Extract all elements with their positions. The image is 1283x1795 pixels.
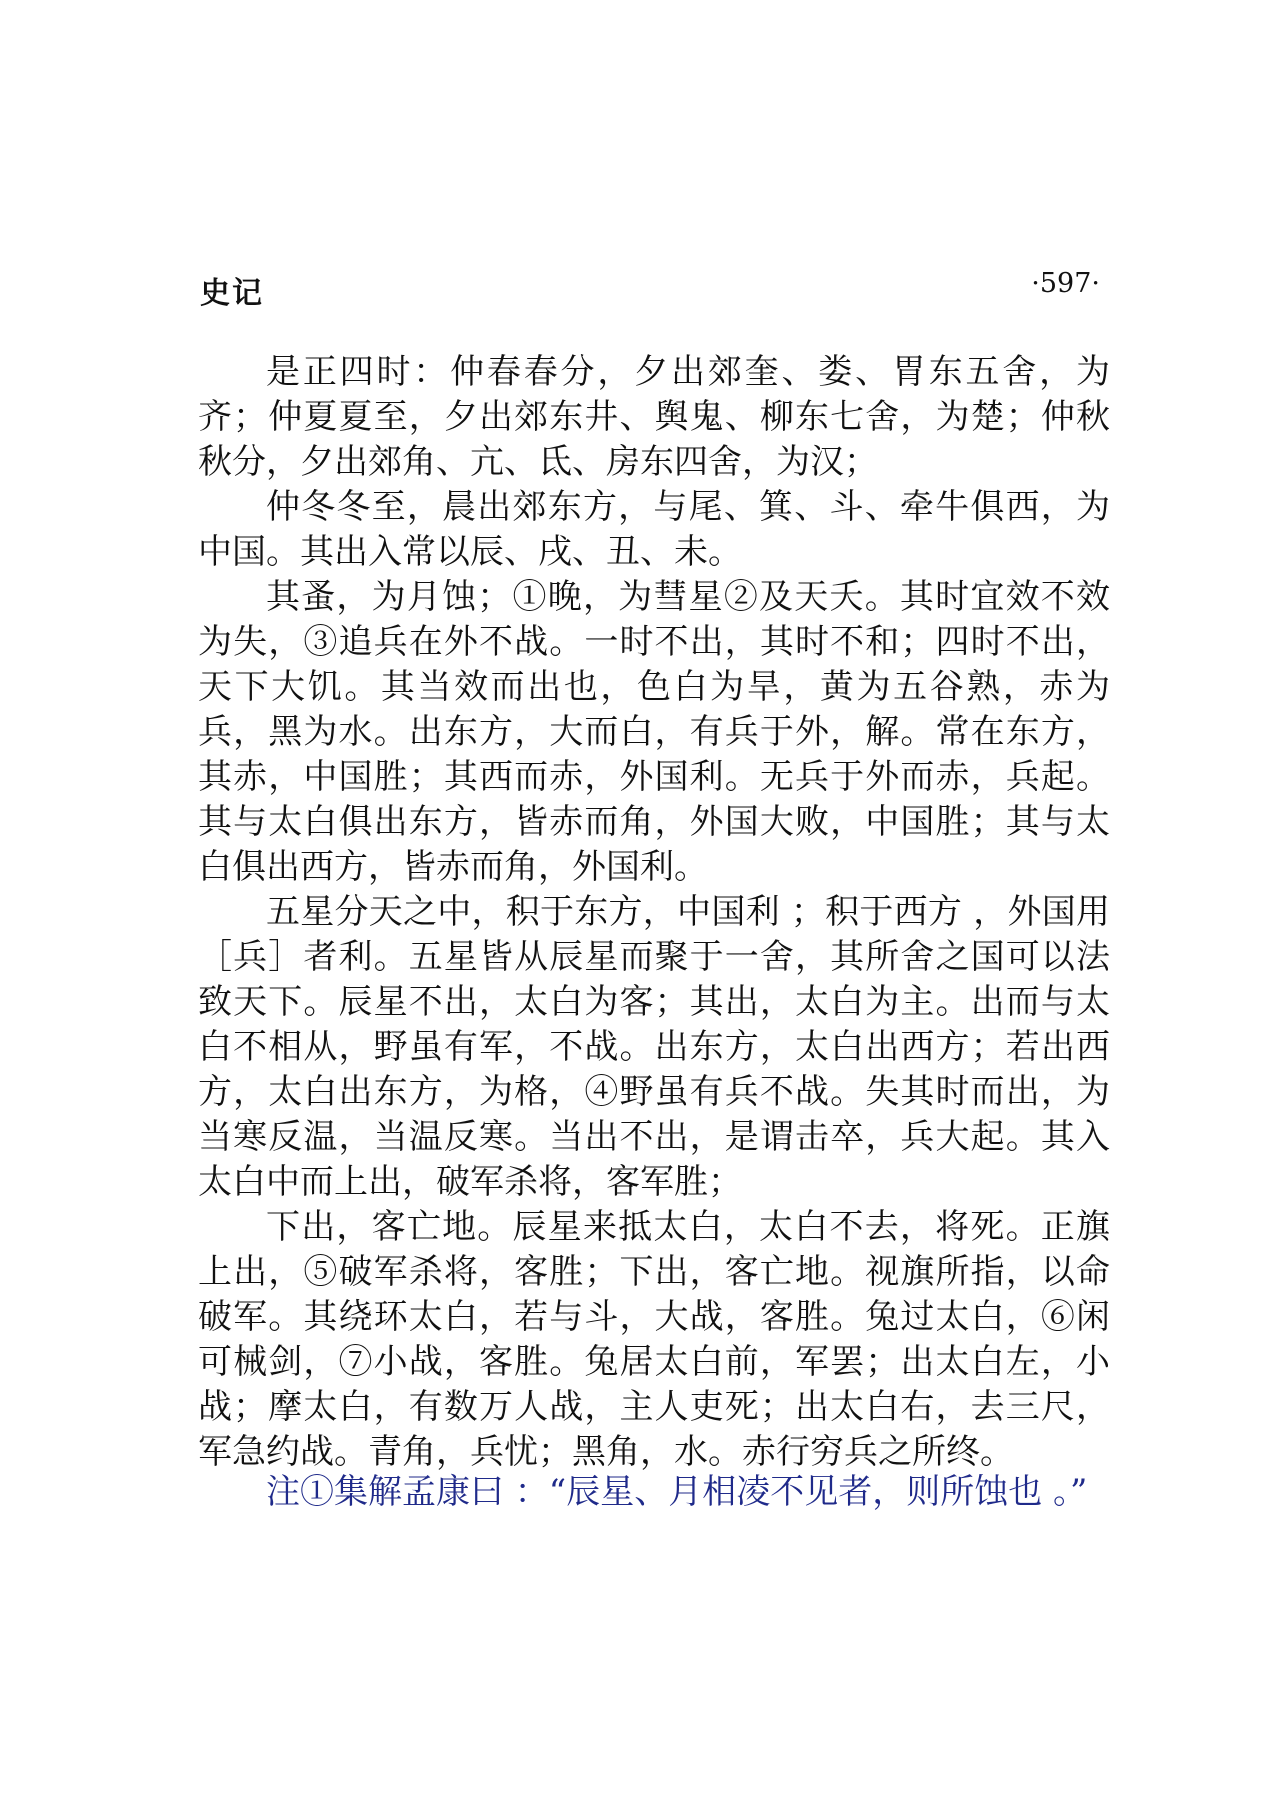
paragraph-4: 五星分天之中，积于东方，中国利 ；积于西方 ，外国用［兵］者利。五星皆从辰星而聚于一舍，其所舍之国可以法致天下。辰星不出，太白为客；其出，太白为主。出而与太白不相从，野虽有军，不战。出东方，太白出西方；若出西方，太白出东方，为格，④野虽有兵不战。失其时而出，为当寒反温，当温反寒。当出不出，是谓击卒，兵大起。其入太白中而上出，破军杀将，客军胜； <box>198 892 1110 1202</box>
page-number: ·597· <box>1031 268 1100 299</box>
paragraph-3: 其蚤，为月蚀；①晚，为彗星②及天夭。其时宜效不效为失，③追兵在外不战。一时不出，其时不和；四时不出，天下大饥。其当效而出也，色白为旱，黄为五谷熟，赤为兵，黑为水。出东方，大而白，有兵于外，解。常在东方，其赤，中国胜；其西而赤，外国利。无兵于外而赤，兵起。其与太白俱出东方，皆赤而角，外国大败，中国胜；其与太白俱出西方，皆赤而角，外国利。 <box>198 577 1110 887</box>
paragraph-1: 是正四时：仲春春分，夕出郊奎、娄、胃东五舍，为齐；仲夏夏至，夕出郊东井、舆鬼、柳东七舍，为楚；仲秋秋分，夕出郊角、亢、氐、房东四舍，为汉； <box>198 352 1110 482</box>
main-text <box>198 350 1110 1475</box>
book-title: 史记 <box>200 276 264 311</box>
footnote: 注①集解孟康曰 ：“辰星、月相凌不见者，则所蚀也 。” <box>266 1472 1088 1512</box>
paragraph-5: 下出，客亡地。辰星来抵太白，太白不去，将死。正旗上出，⑤破军杀将，客胜；下出，客亡地。视旗所指，以命破军。其绕环太白，若与斗，大战，客胜。兔过太白，⑥闲可械剑，⑦小战，客胜。兔居太白前，军罢；出太白左，小战；摩太白，有数万人战，主人吏死；出太白右，去三尺，军急约战。青角，兵忧；黑角，水。赤行穷兵之所终。 <box>198 1207 1110 1472</box>
paragraph-2: 仲冬冬至，晨出郊东方，与尾、箕、斗、牵牛俱西，为中国。其出入常以辰、戌、丑、未。 <box>198 487 1110 572</box>
page-header <box>200 268 1100 311</box>
